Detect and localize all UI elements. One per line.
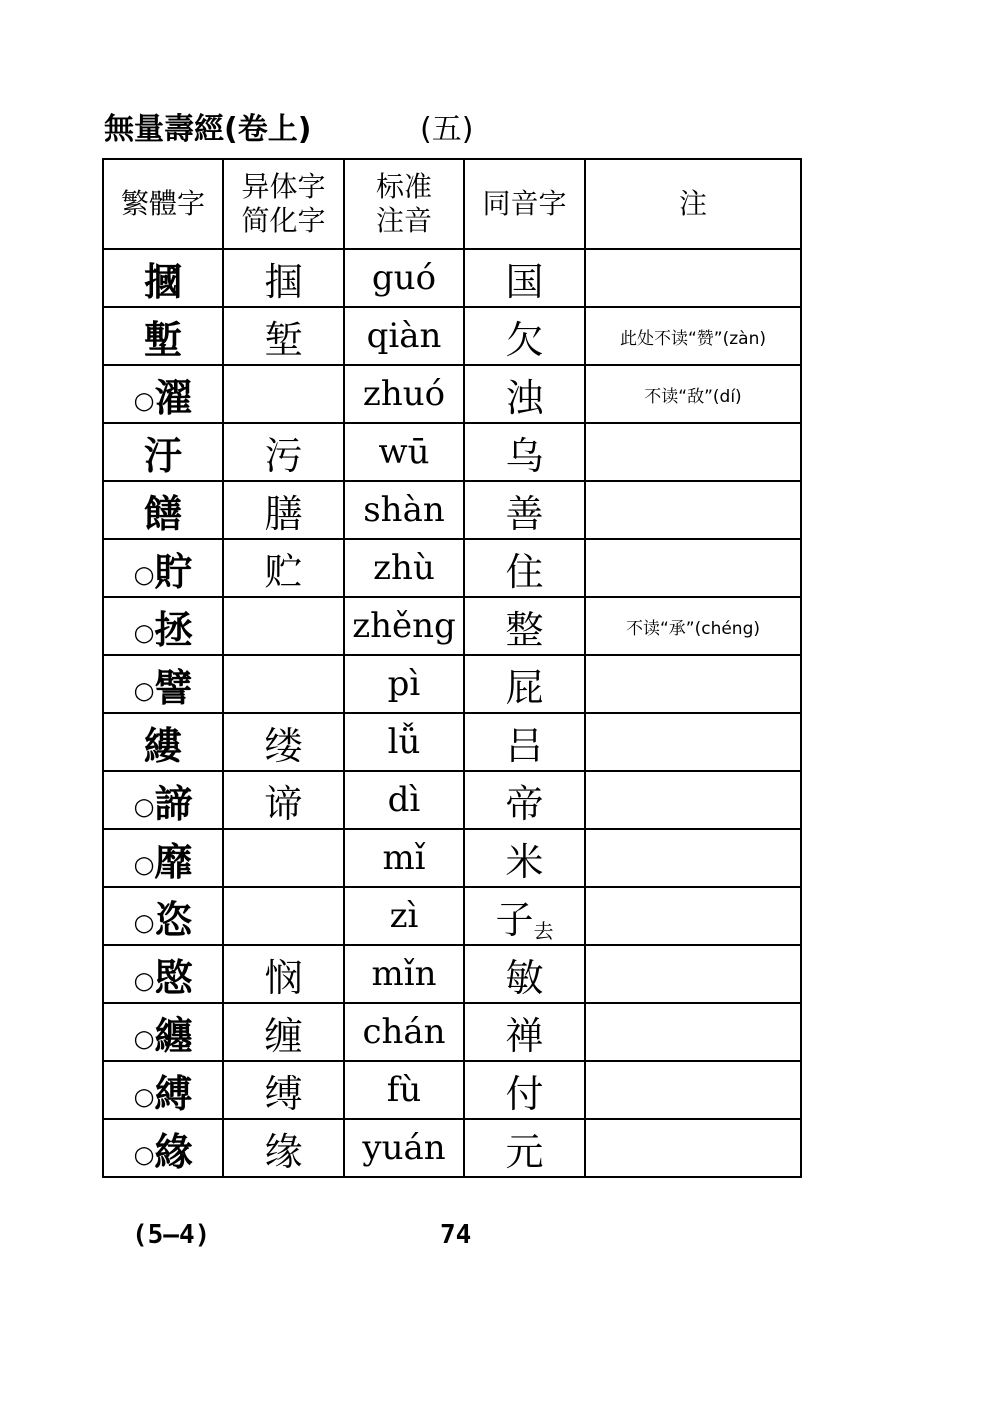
table-row [103, 1119, 801, 1177]
page-number: 74 [440, 1220, 472, 1250]
header-variant-line1: 异体字 [241, 170, 326, 203]
note-cell [585, 655, 801, 713]
pinyin-cell: wū [344, 423, 464, 481]
homophone-cell [464, 481, 585, 539]
pinyin-cell: zhěng [344, 597, 464, 655]
traditional-char-cell [103, 1003, 223, 1061]
simplified-char-cell: 缘 [223, 1119, 344, 1177]
traditional-char-cell [103, 655, 223, 713]
circle-marker: ○ [133, 1024, 155, 1052]
traditional-char-cell [103, 597, 223, 655]
table-row [103, 945, 801, 1003]
homophone-cell [464, 829, 585, 887]
homophone-char: 住 [505, 549, 544, 594]
table-row [103, 713, 801, 771]
homophone-cell [464, 249, 585, 307]
note-cell [585, 1003, 801, 1061]
note-cell [585, 1061, 801, 1119]
traditional-char: 譬 [154, 665, 193, 710]
pinyin-cell: mǐ [344, 829, 464, 887]
header-variant-line2: 简化字 [241, 204, 326, 237]
table-row [103, 597, 801, 655]
traditional-char: 饍 [143, 491, 182, 536]
traditional-char: 靡 [154, 839, 193, 884]
circle-marker: ○ [133, 676, 155, 704]
note-cell [585, 771, 801, 829]
homophone-char: 子 [495, 897, 534, 942]
traditional-char: 濯 [154, 375, 193, 420]
header-standard [344, 159, 464, 249]
homophone-cell [464, 597, 585, 655]
circle-marker: ○ [133, 850, 155, 878]
traditional-char: 縷 [143, 723, 182, 768]
header-note: 注 [585, 159, 801, 249]
homophone-char: 付 [505, 1071, 544, 1116]
homophone-char: 善 [505, 491, 544, 536]
pinyin-cell: zì [344, 887, 464, 945]
header-variant [223, 159, 344, 249]
table-body [103, 249, 801, 1177]
homophone-cell [464, 423, 585, 481]
homophone-char: 米 [505, 839, 544, 884]
traditional-char: 貯 [154, 549, 193, 594]
simplified-char-cell: 缕 [223, 713, 344, 771]
note-cell [585, 945, 801, 1003]
note-cell [585, 481, 801, 539]
simplified-char-cell: 污 [223, 423, 344, 481]
homophone-cell [464, 1061, 585, 1119]
pinyin-cell: lǚ [344, 713, 464, 771]
simplified-char-cell: 缠 [223, 1003, 344, 1061]
note-cell [585, 249, 801, 307]
simplified-char-cell [223, 597, 344, 655]
note-cell: 不读“敌”(dí) [585, 365, 801, 423]
table-row [103, 655, 801, 713]
traditional-char-cell [103, 539, 223, 597]
traditional-char-cell [103, 887, 223, 945]
table-row [103, 307, 801, 365]
section-label: (5—4) [132, 1220, 211, 1250]
traditional-char: 諦 [154, 781, 193, 826]
simplified-char-cell: 悯 [223, 945, 344, 1003]
homophone-char: 国 [505, 259, 544, 304]
homophone-cell [464, 771, 585, 829]
simplified-char-cell: 膳 [223, 481, 344, 539]
homophone-cell [464, 539, 585, 597]
table-row [103, 1003, 801, 1061]
traditional-char-cell [103, 423, 223, 481]
homophone-char: 欠 [505, 317, 544, 362]
pinyin-cell: zhù [344, 539, 464, 597]
traditional-char: 緣 [154, 1129, 193, 1174]
homophone-cell [464, 713, 585, 771]
volume-number: (五) [420, 112, 474, 147]
simplified-char-cell: 贮 [223, 539, 344, 597]
note-cell [585, 887, 801, 945]
homophone-char: 帝 [505, 781, 544, 826]
table-header-row [103, 159, 801, 249]
traditional-char-cell [103, 771, 223, 829]
pinyin-cell: pì [344, 655, 464, 713]
homophone-char: 整 [505, 607, 544, 652]
circle-marker: ○ [133, 618, 155, 646]
traditional-char-cell [103, 481, 223, 539]
circle-marker: ○ [133, 908, 155, 936]
table-row [103, 365, 801, 423]
header-standard-line2: 注音 [375, 204, 432, 237]
homophone-char: 禅 [505, 1013, 544, 1058]
header-traditional: 繁體字 [103, 159, 223, 249]
note-cell: 此处不读“赞”(zàn) [585, 307, 801, 365]
pinyin-cell: shàn [344, 481, 464, 539]
traditional-char: 縛 [154, 1071, 193, 1116]
circle-marker: ○ [133, 386, 155, 414]
homophone-char: 乌 [505, 433, 544, 478]
traditional-char: 恣 [154, 897, 193, 942]
traditional-char-cell [103, 365, 223, 423]
traditional-char: 愍 [154, 955, 193, 1000]
traditional-char-cell [103, 945, 223, 1003]
homophone-char: 浊 [505, 375, 544, 420]
pinyin-cell: yuán [344, 1119, 464, 1177]
header-standard-line1: 标准 [375, 170, 432, 203]
table-row [103, 829, 801, 887]
simplified-char-cell: 掴 [223, 249, 344, 307]
circle-marker: ○ [133, 1082, 155, 1110]
table-row [103, 887, 801, 945]
circle-marker: ○ [133, 560, 155, 588]
simplified-char-cell: 堑 [223, 307, 344, 365]
pinyin-cell: zhuó [344, 365, 464, 423]
homophone-char: 元 [505, 1129, 544, 1174]
pinyin-cell: chán [344, 1003, 464, 1061]
traditional-char-cell [103, 1119, 223, 1177]
note-cell [585, 1119, 801, 1177]
traditional-char-cell [103, 249, 223, 307]
simplified-char-cell [223, 829, 344, 887]
traditional-char-cell [103, 829, 223, 887]
pinyin-cell: qiàn [344, 307, 464, 365]
traditional-char: 汙 [143, 433, 182, 478]
homophone-cell [464, 365, 585, 423]
homophone-cell [464, 655, 585, 713]
homophone-char: 吕 [505, 723, 544, 768]
homophone-cell [464, 307, 585, 365]
simplified-char-cell: 谛 [223, 771, 344, 829]
pinyin-cell: guó [344, 249, 464, 307]
tone-mark: 去 [533, 918, 554, 943]
homophone-cell [464, 887, 585, 945]
homophone-cell [464, 1003, 585, 1061]
simplified-char-cell: 缚 [223, 1061, 344, 1119]
pinyin-cell: mǐn [344, 945, 464, 1003]
table-row [103, 423, 801, 481]
traditional-char: 纏 [154, 1013, 193, 1058]
pronunciation-table [102, 158, 802, 1178]
traditional-char-cell [103, 713, 223, 771]
simplified-char-cell [223, 655, 344, 713]
homophone-char: 敏 [505, 955, 544, 1000]
pinyin-cell: fù [344, 1061, 464, 1119]
table-row [103, 771, 801, 829]
simplified-char-cell [223, 887, 344, 945]
traditional-char: 塹 [143, 317, 182, 362]
traditional-char: 拯 [154, 607, 193, 652]
table-row [103, 539, 801, 597]
circle-marker: ○ [133, 1140, 155, 1168]
note-cell: 不读“承”(chéng) [585, 597, 801, 655]
circle-marker: ○ [133, 792, 155, 820]
table-row [103, 249, 801, 307]
note-cell [585, 539, 801, 597]
traditional-char: 摑 [143, 259, 182, 304]
table-row [103, 481, 801, 539]
circle-marker: ○ [133, 966, 155, 994]
note-cell [585, 423, 801, 481]
note-cell [585, 713, 801, 771]
pinyin-cell: dì [344, 771, 464, 829]
traditional-char-cell [103, 1061, 223, 1119]
homophone-cell [464, 1119, 585, 1177]
traditional-char-cell [103, 307, 223, 365]
table-row [103, 1061, 801, 1119]
homophone-cell [464, 945, 585, 1003]
page-title: 無量壽經(卷上) [104, 112, 312, 147]
simplified-char-cell [223, 365, 344, 423]
note-cell [585, 829, 801, 887]
header-homophone: 同音字 [464, 159, 585, 249]
homophone-char: 屁 [505, 665, 544, 710]
